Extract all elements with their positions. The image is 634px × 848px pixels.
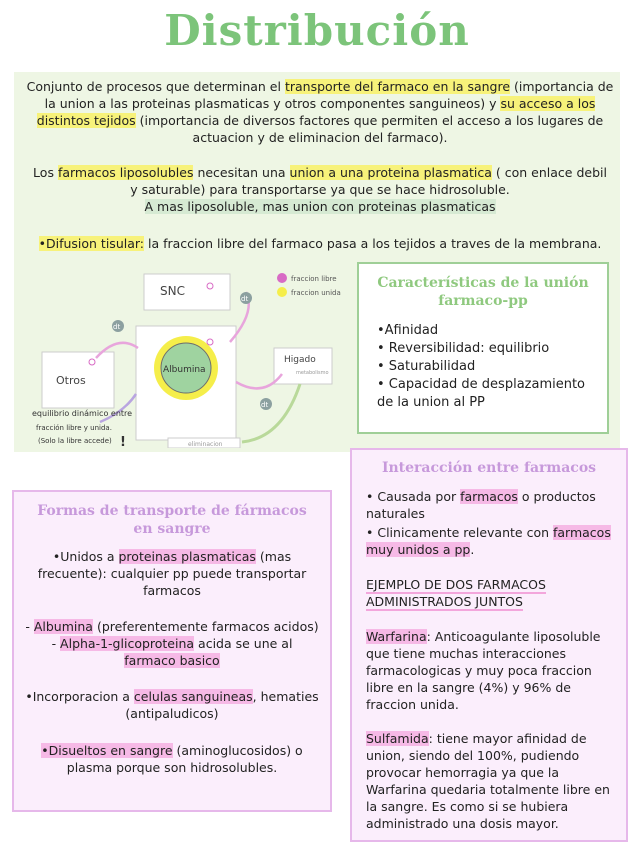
transport-item-celulas-a: •Incorporacion a <box>25 689 134 704</box>
intro-paragraph-3 <box>24 235 616 252</box>
snc-box <box>144 274 230 310</box>
interaction-bullet-2-a: • Clinicamente relevante con <box>366 525 553 540</box>
transport-item-celulas-b: , hematies (antipaludicos) <box>125 689 319 721</box>
transport-item-albumina-b: (preferentemente farmacos acidos) <box>92 619 319 634</box>
transport-item-pp-a: •Unidos a <box>52 549 119 564</box>
interaction-bullet-2 <box>366 524 622 558</box>
legend-unida-dot <box>277 287 287 297</box>
interaction-bullet-1-b: o productos naturales <box>366 489 596 521</box>
interaction-example-title <box>366 576 622 610</box>
transport-item-disueltos-b: (aminoglucosidos) o plasma porque son hidrosolubles. <box>66 743 303 775</box>
transport-heading-line-1: Formas de transporte de fármacos <box>37 503 307 519</box>
intro-p3-text: la fraccion libre del farmaco pasa a los tejidos a traves de la membrana. <box>144 236 602 251</box>
eliminacion-label: eliminacion <box>188 441 223 448</box>
interaction-example-text: EJEMPLO DE DOS FARMACOS ADMINISTRADOS JUNTOS <box>366 577 546 609</box>
characteristics-box <box>357 262 609 434</box>
characteristic-item: • Capacidad de desplazamiento <box>377 377 586 392</box>
diagram-note-1: equilibrio dinámico entre <box>32 409 133 418</box>
transport-item-glicoproteina <box>24 635 320 669</box>
transport-item-albumina-highlight: Albumina <box>33 619 93 634</box>
intro-paragraph-2 <box>30 164 610 215</box>
characteristic-item: de la union al PP <box>377 395 485 410</box>
dt-label-higado: dt <box>261 401 269 409</box>
intro-p1-text-b: (importancia de la union a las proteinas plasmaticas y otros componentes sanguineos) y <box>44 79 614 111</box>
interaction-warfarina <box>366 628 622 713</box>
interaction-sulfamida-text: : tiene mayor afinidad de union, siendo del 100%, pudiendo provocar hemorragia ya que la Warfarina quedaria totalmente libre en la sangre. Es como si se hubiera administrado una dosis mayor. <box>366 731 610 831</box>
intro-p1-highlight-1: transporte del farmaco en la sangre <box>284 79 511 94</box>
interaction-warfarina-text: : Anticoagulante liposoluble que tiene muchas interacciones farmacologicas y muy poca fraccion libre en la sangre (4%) y 96% de fraccion unida. <box>366 629 601 712</box>
characteristic-item: • Reversibilidad: equilibrio <box>377 341 550 356</box>
transport-item-glico-c: farmaco basico <box>124 653 220 668</box>
arrow-higado-eliminacion <box>242 384 300 442</box>
intro-p2-summary: A mas liposoluble, mas union con proteinas plasmaticas <box>144 199 496 214</box>
characteristic-item: •Afinidad <box>377 323 439 338</box>
transport-item-glico-a: - <box>51 636 61 651</box>
intro-p2-text-c: ( con enlace debil y saturable) para transportarse ya que se hace hidrosoluble. <box>130 165 607 197</box>
intro-p2-highlight-2: union a una proteina plasmatica <box>289 165 492 180</box>
intro-p3-highlight: •Difusion tisular: <box>38 236 145 251</box>
otros-label: Otros <box>56 374 86 387</box>
albumina-label: Albumina <box>163 365 206 375</box>
diagram-note-mark: ! <box>120 435 126 448</box>
intro-p2-highlight-1: farmacos liposolubles <box>57 165 194 180</box>
interaction-heading: Interacción entre farmacos <box>381 460 597 476</box>
intro-p1-highlight-2: su acceso a los distintos tejidos <box>36 96 596 128</box>
diagram-svg <box>20 262 354 448</box>
interaction-bullet-2-b: . <box>470 542 475 557</box>
intro-p1-text-c: (importancia de diversos factores que permiten el acceso a los lugares de actuacion y de eliminacion del farmaco). <box>135 113 604 145</box>
interaction-bullet-1 <box>366 488 622 522</box>
characteristics-heading <box>359 274 607 310</box>
diagram-note-3: (Solo la libre accede) <box>38 437 112 445</box>
snc-label: SNC <box>160 284 185 298</box>
legend-unida-label: fraccion unida <box>291 289 341 297</box>
interaction-box <box>350 448 628 842</box>
characteristics-heading-line-1: Características de la unión <box>377 275 589 291</box>
intro-p2-text-a: Los <box>33 165 58 180</box>
transport-item-albumina-a: - <box>25 619 34 634</box>
interaction-sulfamida <box>366 730 622 832</box>
dt-label-snc: dt <box>241 295 249 303</box>
higado-label: Higado <box>284 355 316 365</box>
legend-libre-label: fraccion libre <box>291 275 337 283</box>
interaction-sulfamida-highlight: Sulfamida <box>366 731 429 746</box>
diagram-note-2: fracción libre y unida. <box>36 424 112 432</box>
transport-box <box>12 490 332 812</box>
interaction-bullet-1-highlight: farmacos <box>460 489 518 504</box>
distribution-diagram <box>20 262 354 448</box>
transport-item-disueltos-highlight: •Disueltos en sangre <box>41 743 173 758</box>
legend-libre-dot <box>277 273 287 283</box>
transport-item-glico-b: acida se une al <box>194 636 293 651</box>
higado-box <box>274 348 332 384</box>
transport-item-glico-highlight: Alpha-1-glicoproteina <box>60 636 195 651</box>
intro-p1-text-a: Conjunto de procesos que determinan el <box>26 79 285 94</box>
interaction-warfarina-highlight: Warfarina <box>366 629 427 644</box>
transport-item-albumina <box>24 618 320 635</box>
transport-item-disueltos <box>24 742 320 776</box>
transport-heading <box>14 502 330 538</box>
transport-item-pp-b: (mas frecuente): cualquier pp puede transportar farmacos <box>37 549 307 598</box>
transport-item-pp-highlight: proteinas plasmaticas <box>118 549 256 564</box>
characteristic-item: • Saturabilidad <box>377 359 476 374</box>
interaction-bullet-2-highlight: farmacos muy unidos a pp <box>366 525 611 557</box>
intro-paragraph-1 <box>24 78 616 146</box>
transport-item-pp <box>24 548 320 599</box>
interaction-bullet-1-a: • Causada por <box>366 489 461 504</box>
dt-label-otros: dt <box>113 323 121 331</box>
page-title: Distribución <box>164 6 470 55</box>
metabolismo-label: metabolismo <box>296 370 329 376</box>
intro-p2-text-b: necesitan una <box>193 165 290 180</box>
transport-item-celulas-highlight: celulas sanguineas <box>133 689 253 704</box>
transport-heading-line-2: en sangre <box>133 521 211 537</box>
characteristics-heading-line-2: farmaco-pp <box>438 293 528 309</box>
characteristics-list <box>377 322 607 412</box>
transport-item-celulas <box>24 688 320 722</box>
